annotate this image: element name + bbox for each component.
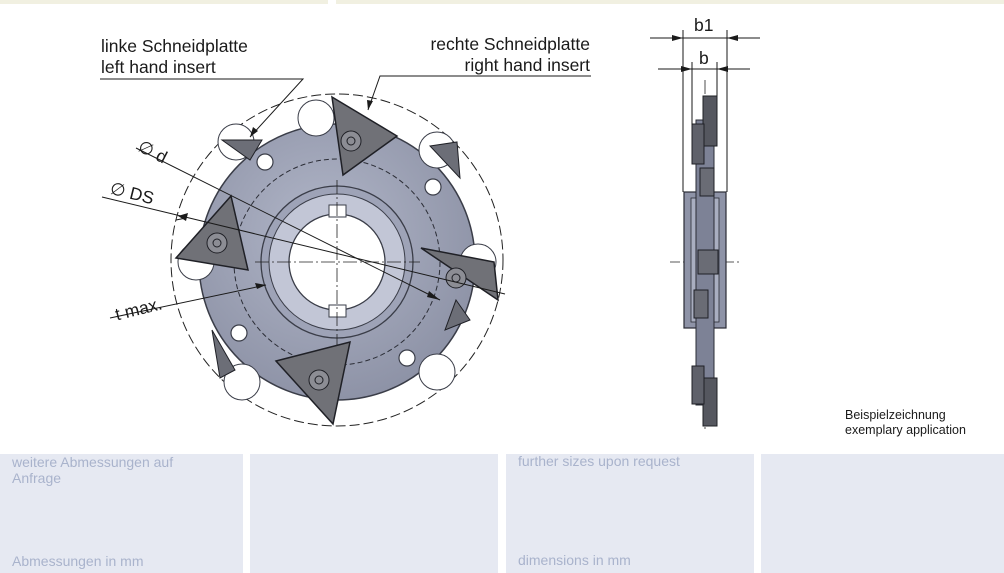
fixing-hole [425,179,441,195]
side-insert [703,96,717,146]
insert-screw [341,131,361,151]
gullet [419,354,455,390]
keyway-bottom [329,305,346,317]
note-example-en: exemplary application [845,423,966,437]
label-left-insert-de: linke Schneidplatte [101,36,248,56]
label-left-insert-en: left hand insert [101,57,216,77]
side-insert [703,378,717,426]
fixing-hole [231,325,247,341]
info-panel-3 [506,454,754,573]
insert-screw [446,268,466,288]
fixing-hole [399,350,415,366]
label-diameter-d: ∅ d [134,136,171,168]
side-insert [700,168,714,196]
info-panel-left [0,454,243,573]
gullet [298,100,334,136]
arrowhead [367,100,373,110]
panel-text-further-sizes-de: weitere Abmessungen auf Anfrage [12,454,174,486]
arrowhead [727,35,738,41]
arrowhead [717,66,728,72]
panel-text-further-sizes-en: further sizes upon request [518,453,680,469]
arrowhead [672,35,683,41]
leader-right-insert [368,76,591,110]
insert-screw [309,370,329,390]
side-insert [692,124,704,164]
keyway-top [329,205,346,217]
label-diameter-DS: ∅ DS [108,178,157,209]
label-right-insert-de: rechte Schneidplatte [430,34,590,54]
label-b: b [699,48,709,68]
label-right-insert-en: right hand insert [464,55,590,75]
label-b1: b1 [694,15,714,35]
label-t-max: t max. [113,293,165,325]
info-panel-2 [250,454,498,573]
insert-screw [207,233,227,253]
side-view [650,30,760,430]
panel-text-dimensions-de: Abmessungen in mm [12,553,144,569]
arrowhead [681,66,692,72]
side-insert [694,290,708,318]
side-insert [692,366,704,404]
side-insert [698,250,718,274]
info-panel-4 [761,454,1004,573]
note-example-de: Beispielzeichnung [845,408,946,422]
panel-text-dimensions-en: dimensions in mm [518,552,631,568]
leader-left-insert [100,79,303,137]
fixing-hole [257,154,273,170]
